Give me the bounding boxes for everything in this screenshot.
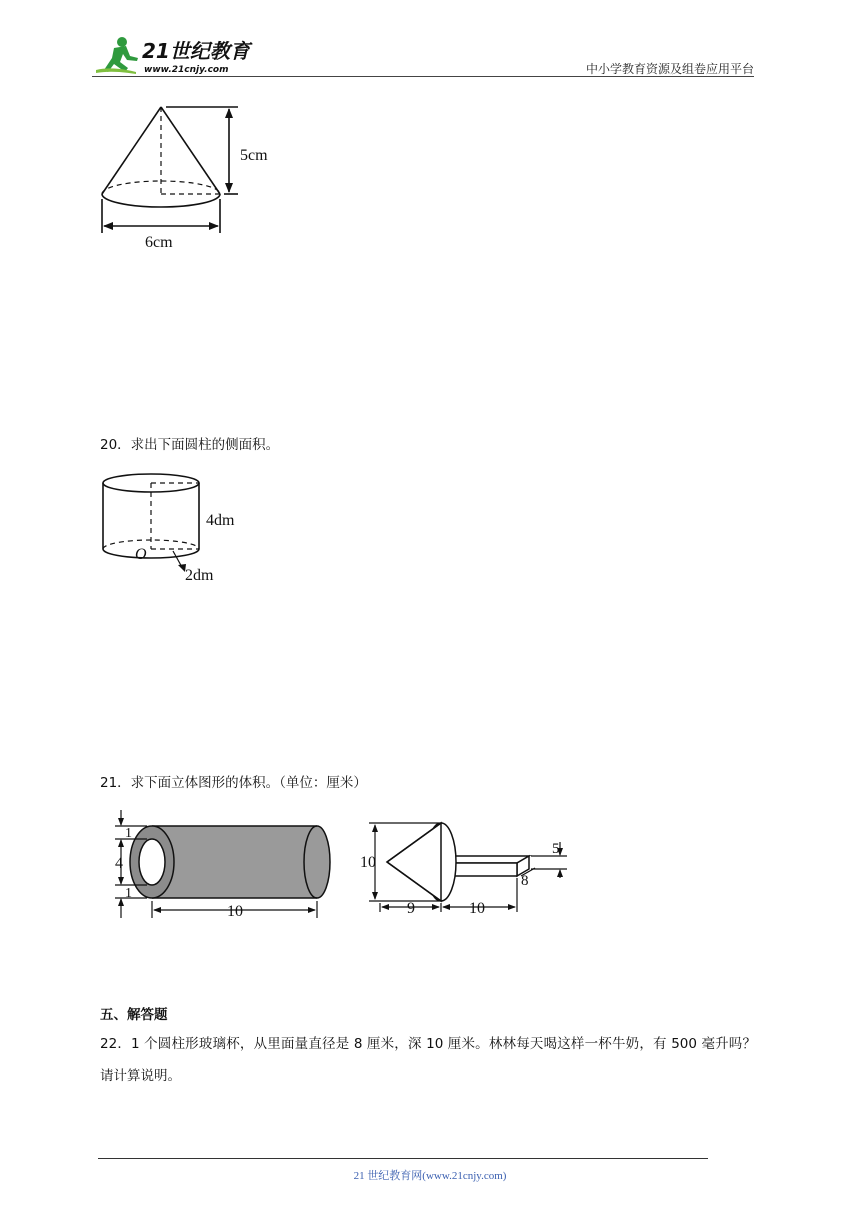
section-title: 五、解答题 xyxy=(100,1007,168,1023)
tube-label-top: 1 xyxy=(125,826,132,841)
tube-figure xyxy=(105,802,345,927)
question-20: 20．求出下面圆柱的侧面积。 xyxy=(100,437,280,453)
composite-label-box-length: 10 xyxy=(469,900,485,917)
question-21: 21．求下面立体图形的体积。（单位：厘米） xyxy=(100,775,367,791)
question-22: 22．1 个圆柱形玻璃杯，从里面量直径是 8 厘米，深 10 厘米。林林每天喝这样一杯牛奶，有 500 毫升吗？请计算说明。 xyxy=(100,1036,756,1084)
footer-divider xyxy=(98,1158,708,1159)
cylinder-radius-label: 2dm xyxy=(185,567,214,584)
cylinder-height-label: 4dm xyxy=(206,512,235,529)
composite-label-box-width: 8 xyxy=(521,873,529,889)
composite-label-box-height: 5 xyxy=(552,841,560,857)
runner-icon xyxy=(96,37,138,74)
tube-label-inner: 4 xyxy=(115,855,123,872)
cone-box-figure xyxy=(355,812,585,922)
logo-url: www.21cnjy.com xyxy=(144,65,229,75)
cylinder-figure xyxy=(95,465,265,590)
platform-name: 中小学教育资源及组卷应用平台 xyxy=(585,62,754,76)
header-divider xyxy=(92,76,754,77)
cone-diameter-label: 6cm xyxy=(145,234,173,251)
footer-link[interactable]: 21 世纪教育网(www.21cnjy.com) xyxy=(353,1170,507,1182)
composite-label-cone: 9 xyxy=(407,900,415,917)
cylinder-center-label: O xyxy=(135,546,147,563)
tube-label-length: 10 xyxy=(227,903,243,920)
tube-label-bottom: 1 xyxy=(125,886,132,901)
logo-title: 21世纪教育 xyxy=(142,39,250,63)
site-logo xyxy=(92,32,262,80)
cone-figure xyxy=(90,95,290,255)
composite-label-height: 10 xyxy=(360,854,376,871)
cone-height-label: 5cm xyxy=(240,147,268,164)
